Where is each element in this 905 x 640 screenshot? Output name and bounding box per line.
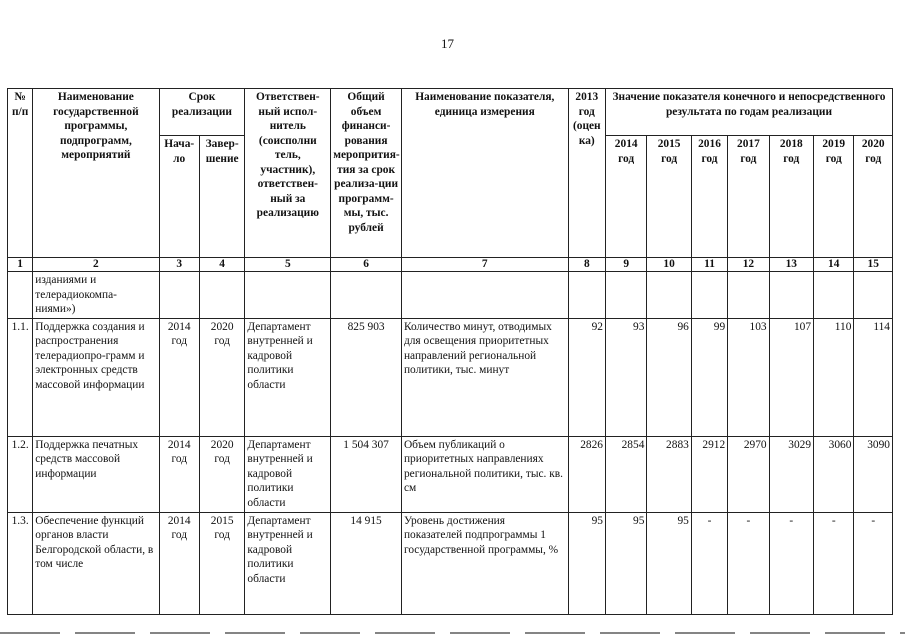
header-start: Нача-ло (159, 136, 199, 258)
row-name: Поддержка печатных средств массовой информации (33, 436, 159, 512)
header-responsible: Ответствен-ный испол-нитель (соисполни тель, участник), ответствен-ный за реализацию (245, 89, 331, 258)
row-name: Поддержка создания и распространения телерадиопро-грамм и электронных средств массовой информации (33, 318, 159, 436)
header-year-2019: 2019 год (814, 136, 854, 258)
row-responsible: Департамент внутренней и кадровой политики области (245, 318, 331, 436)
row-base (568, 272, 605, 319)
header-row-1 (8, 89, 893, 136)
row-value-2015: 2883 (647, 436, 691, 512)
row-value-2015: 96 (647, 318, 691, 436)
row-start: 2014 год (159, 512, 199, 614)
row-value-2014: 93 (605, 318, 646, 436)
row-value-2019: 110 (814, 318, 854, 436)
column-number: 9 (605, 258, 646, 272)
table-row (8, 318, 893, 436)
row-value-2019: - (814, 512, 854, 614)
row-value-2017: 2970 (728, 436, 769, 512)
column-number: 1 (8, 258, 33, 272)
row-value-2014: 2854 (605, 436, 646, 512)
row-end: 2015 год (199, 512, 244, 614)
row-no: 1.3. (8, 512, 33, 614)
row-funding (331, 272, 402, 319)
row-value-2014 (605, 272, 646, 319)
header-term: Срок реализации (159, 89, 245, 136)
row-value-2019: 3060 (814, 436, 854, 512)
row-start (159, 272, 199, 319)
row-indicator: Количество минут, отводимых для освещения приоритетных направлений региональной политики, тыс. минут (401, 318, 568, 436)
column-number: 12 (728, 258, 769, 272)
row-value-2016: 99 (691, 318, 727, 436)
row-base: 92 (568, 318, 605, 436)
table-row (8, 272, 893, 319)
column-number: 10 (647, 258, 691, 272)
header-year-2020: 2020 год (854, 136, 893, 258)
row-no (8, 272, 33, 319)
row-funding: 1 504 307 (331, 436, 402, 512)
row-value-2018: 107 (769, 318, 813, 436)
row-name: Обеспечение функций органов власти Белгородской области, в том числе (33, 512, 159, 614)
column-number: 2 (33, 258, 159, 272)
header-indicator: Наименование показателя, единица измерения (401, 89, 568, 258)
row-value-2020 (854, 272, 893, 319)
page-number: 17 (441, 36, 454, 51)
row-end: 2020 год (199, 318, 244, 436)
column-number: 4 (199, 258, 244, 272)
row-value-2017: 103 (728, 318, 769, 436)
row-indicator: Объем публикаций о приоритетных направлениях региональной политики, тыс. кв. см (401, 436, 568, 512)
header-base-year: 2013 год (оцен ка) (568, 89, 605, 258)
header-year-2018: 2018 год (769, 136, 813, 258)
row-responsible: Департамент внутренней и кадровой политики области (245, 512, 331, 614)
header-year-2016: 2016 год (691, 136, 727, 258)
row-start: 2014 год (159, 318, 199, 436)
row-value-2020: 114 (854, 318, 893, 436)
table-row (8, 436, 893, 512)
header-funding: Общий объем финанси-рования меропрития-тия за срок реализа-ции программ-мы, тыс. рублей (331, 89, 402, 258)
row-indicator: Уровень достижения показателей подпрограммы 1 государственной программы, % (401, 512, 568, 614)
page-bottom-border (0, 632, 905, 634)
header-name: Наименование государственной программы, подпрограмм, мероприятий (33, 89, 159, 258)
program-table (7, 88, 893, 615)
row-value-2019 (814, 272, 854, 319)
row-value-2016: 2912 (691, 436, 727, 512)
header-values-group: Значение показателя конечного и непосредственного результата по годам реализации (605, 89, 892, 136)
row-no: 1.2. (8, 436, 33, 512)
header-year-2017: 2017 год (728, 136, 769, 258)
row-value-2020: - (854, 512, 893, 614)
column-number: 8 (568, 258, 605, 272)
row-value-2018: 3029 (769, 436, 813, 512)
row-value-2018 (769, 272, 813, 319)
row-value-2017 (728, 272, 769, 319)
column-number: 11 (691, 258, 727, 272)
table-row (8, 512, 893, 614)
row-value-2016: - (691, 512, 727, 614)
row-end: 2020 год (199, 436, 244, 512)
row-value-2020: 3090 (854, 436, 893, 512)
column-number-row (8, 258, 893, 272)
row-value-2018: - (769, 512, 813, 614)
row-end (199, 272, 244, 319)
header-year-2014: 2014 год (605, 136, 646, 258)
column-number: 14 (814, 258, 854, 272)
column-number: 13 (769, 258, 813, 272)
row-value-2014: 95 (605, 512, 646, 614)
row-base: 2826 (568, 436, 605, 512)
row-funding: 14 915 (331, 512, 402, 614)
row-funding: 825 903 (331, 318, 402, 436)
column-number: 5 (245, 258, 331, 272)
row-name: изданиями и телерадиокомпа-ниями») (33, 272, 159, 319)
row-value-2015: 95 (647, 512, 691, 614)
row-value-2017: - (728, 512, 769, 614)
row-responsible: Департамент внутренней и кадровой политики области (245, 436, 331, 512)
row-start: 2014 год (159, 436, 199, 512)
header-end: Завер-шение (199, 136, 244, 258)
column-number: 3 (159, 258, 199, 272)
column-number: 7 (401, 258, 568, 272)
header-no: № п/п (8, 89, 33, 258)
row-responsible (245, 272, 331, 319)
row-base: 95 (568, 512, 605, 614)
row-value-2015 (647, 272, 691, 319)
row-indicator (401, 272, 568, 319)
column-number: 6 (331, 258, 402, 272)
row-value-2016 (691, 272, 727, 319)
header-year-2015: 2015 год (647, 136, 691, 258)
row-no: 1.1. (8, 318, 33, 436)
column-number: 15 (854, 258, 893, 272)
